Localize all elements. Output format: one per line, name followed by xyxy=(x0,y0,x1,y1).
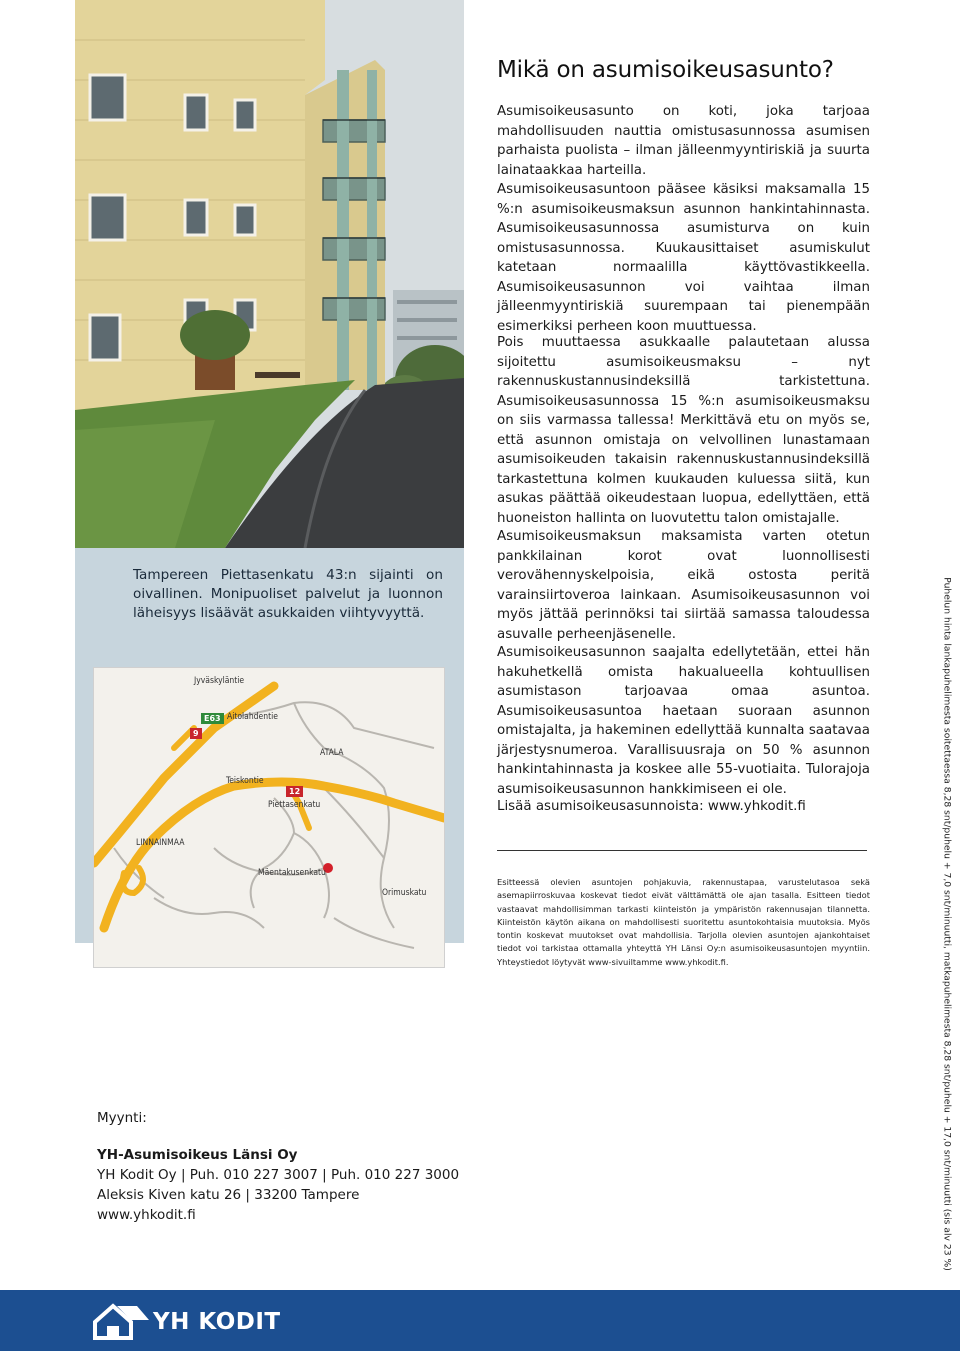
disclaimer: Esitteessä olevien asuntojen pohjakuvia, rakennustapaa, varustelutasoa sekä asemapiirroskuvaa koskevat tiedot eivät välttämättä ole ajan tasalla. Esitteen tiedot vastaavat mahdollisimman tarkasti kiinteistön ja ympäristön rakennusajan tilannetta. Kiinteistön käytön aikana on mahdollisesti suoritettu asuntokohtaisia muutoksia. Myös tontin koskevat muutokset ovat mahdollisia. Tarjolla olevien asuntojen ajankohtaiset tiedot voi tarkistaa ottamalla yhteyttä YH Länsi Oy:n asumisoikeusasuntojen myyntiin. Yhteystiedot löytyvät www-sivuiltamme www.yhkodit.fi. xyxy=(497,877,870,967)
more-info-link[interactable]: Lisää asumisoikeusasunnoista: www.yhkodit.fi xyxy=(497,799,806,814)
label-piettasenkatu: Piettasenkatu xyxy=(268,800,321,810)
seller-phones: YH Kodit Oy | Puh. 010 227 3007 | Puh. 010 227 3000 xyxy=(97,1167,460,1183)
logo-text: YH KODIT xyxy=(153,1309,281,1335)
divider xyxy=(497,850,867,851)
seller-website[interactable]: www.yhkodit.fi xyxy=(97,1207,196,1223)
paragraph-intro: Asumisoikeusasunto on koti, joka tarjoaa mahdollisuuden nauttia omistusasunnossa asumisen parhaista puolista – ilman jälleenmyyntiriskiä ja suurta lainataakkaa harteilla. xyxy=(497,104,870,178)
label-jyvaskylantie: Jyväskyläntie xyxy=(194,676,245,686)
building-photo xyxy=(75,0,464,548)
footer-bar xyxy=(0,1290,960,1351)
label-orimuskatu: Orimuskatu xyxy=(382,888,427,898)
road-badge-e63: E63 xyxy=(201,713,224,724)
side-note-text: Puhelun hinta lankapuhelimesta soitettaessa 8,28 snt/puhelu + 7,0 snt/minuutti, matkapuhelimesta 8,28 snt/puhelu + 17,0 snt/minuutti (sis alv 23 %) xyxy=(941,577,952,1271)
road-badge-12: 12 xyxy=(286,786,303,797)
page-title: Mikä on asumisoikeusasunto? xyxy=(497,57,834,83)
paragraph-loan: Asumisoikeusmaksun maksamista varten otetun pankkilainan korot ovat luonnollisesti verovähennyskelpoisia, eikä ostosta peritä varainsiirtoveroa lainkaan. Asumisoikeusasunnon voi myös jättää perinnöksi tai siirtää samassa taloudessa asuvalle perheenjäsenelle. xyxy=(497,529,870,642)
label-linnainmaa: LINNAINMAA xyxy=(136,838,185,848)
label-teiskontie: Teiskontie xyxy=(226,776,264,786)
paragraph-moving: Pois muuttaessa asukkaalle palautetaan alussa sijoitettu asumisoikeusmaksu – nyt rakennuskustannusindeksillä tarkistettuna. Asumisoikeusasunnossa 15 %:n asumisoikeusmaksu on siis varmassa tallessa! Merkittävä etu on myös se, että asunnon omistaja on velvollinen lunastamaan asumisoikeuden takaisin rakennuskustannusindeksillä tarkastettuna kolmen kuukauden kuluessa siitä, kun asukas päättää oikeudestaan luopua, edellyttäen, että huoneiston hallinta on luovutettu talon omistajalle. xyxy=(497,335,870,526)
photo-caption: Tampereen Piettasenkatu 43:n sijainti on oivallinen. Monipuoliset palvelut ja luonnon läheisyys lisäävät asukkaiden viihtyvyyttä. xyxy=(133,567,443,621)
yh-logo-icon xyxy=(93,1302,151,1340)
paragraph-requirements: Asumisoikeusasunnon saajalta edellytetään, ettei hän hakuhetkellä omista hakualueella kohtuullisen asumistason tarjoavaa omaa asuntoa. Asumisoikeusasuntoa haetaan suoraan asunnon omistajalta, ja hakeminen edellyttää kunnalta saatavaa järjestysnumeroa. Varallisuusraja on 50 % asunnon hankintahinnasta ja koskee alle 55-vuotiaita. Tulorajoja asumisoikeusasunnon hankkimiseen ei ole. xyxy=(497,645,870,797)
seller-company: YH-Asumisoikeus Länsi Oy xyxy=(97,1147,298,1163)
location-map xyxy=(93,667,445,968)
seller-heading: Myynti: xyxy=(97,1110,147,1126)
side-note xyxy=(929,577,960,1271)
label-maentakusenkatu: Mäentakusenkatu xyxy=(258,868,326,878)
label-aitolahdentie: Aitolahdentie xyxy=(227,712,278,722)
seller-address: Aleksis Kiven katu 26 | 33200 Tampere xyxy=(97,1187,360,1203)
paragraph-payment: Asumisoikeusasuntoon pääsee käsiksi maksamalla 15 %:n asumisoikeusmaksun asunnon hankintahinnasta. Asumisoikeusasunnossa asumisturva on kuin omistusasunnossa. Kuukausittaiset asumiskulut katetaan normaalilla käyttövastikkeella. Asumisoikeusasunnon voi vaihtaa ilman jälleenmyyntiriskiä suurempaan tai pienempään esimerkiksi perheen koon muuttuessa. xyxy=(497,182,870,334)
label-atala: ATALA xyxy=(320,748,344,758)
road-badge-9: 9 xyxy=(190,728,202,739)
